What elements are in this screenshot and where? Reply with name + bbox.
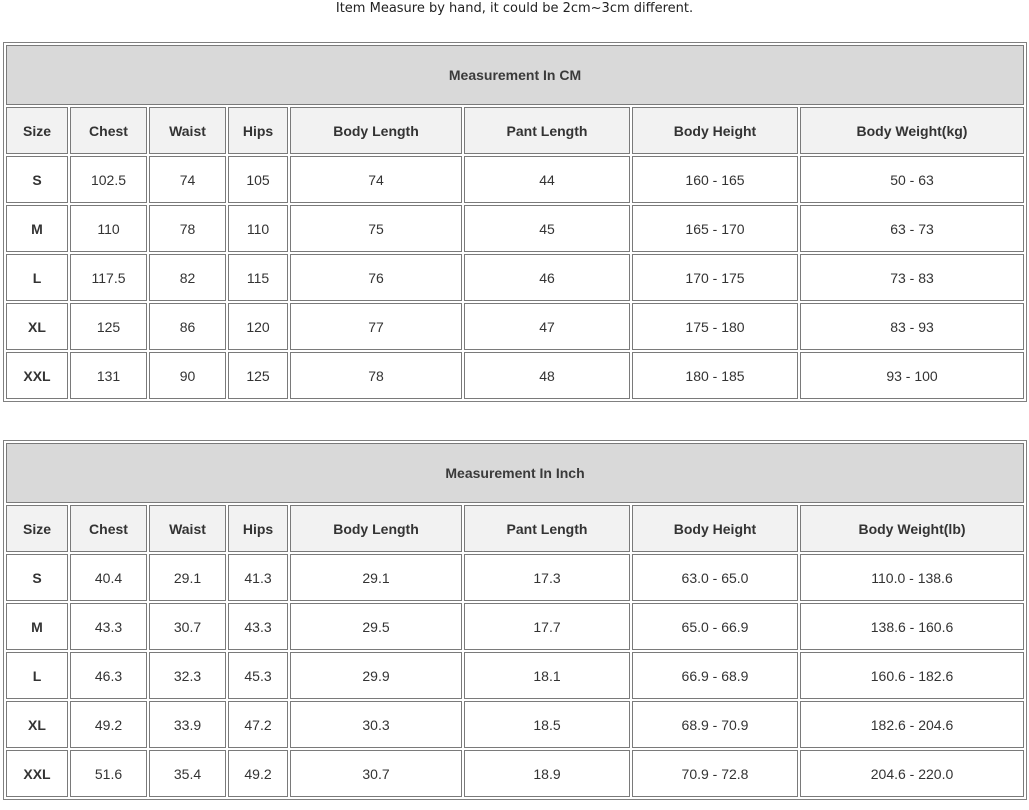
table-cell: 66.9 - 68.9 [632, 652, 798, 699]
table-cell: 45 [464, 205, 630, 252]
table-cell: 170 - 175 [632, 254, 798, 301]
column-header: Body Weight(lb) [800, 505, 1024, 552]
table-row [6, 352, 1024, 399]
table-cell: 86 [149, 303, 226, 350]
table-cell: 49.2 [70, 701, 147, 748]
size-table-cm [3, 42, 1027, 402]
table-cell: 63 - 73 [800, 205, 1024, 252]
measurement-note: Item Measure by hand, it could be 2cm~3cm different. [335, 1, 694, 16]
table-cell: 47.2 [228, 701, 288, 748]
column-header: Size [6, 505, 68, 552]
table-cell: 30.7 [149, 603, 226, 650]
table-cell: 165 - 170 [632, 205, 798, 252]
table-cell: 29.9 [290, 652, 462, 699]
table-cell: 74 [149, 156, 226, 203]
table-row [6, 554, 1024, 601]
table-cell: 78 [149, 205, 226, 252]
table-cell: 115 [228, 254, 288, 301]
size-table-inch [3, 440, 1027, 800]
size-cell: XXL [6, 750, 68, 797]
table-header-row [6, 107, 1024, 154]
table-cell: 182.6 - 204.6 [800, 701, 1024, 748]
table-cell: 65.0 - 66.9 [632, 603, 798, 650]
table-cell: 41.3 [228, 554, 288, 601]
column-header: Body Height [632, 505, 798, 552]
table-cell: 82 [149, 254, 226, 301]
table-cell: 110.0 - 138.6 [800, 554, 1024, 601]
table-cell: 93 - 100 [800, 352, 1024, 399]
size-cell: L [6, 254, 68, 301]
table-cell: 138.6 - 160.6 [800, 603, 1024, 650]
table-cell: 49.2 [228, 750, 288, 797]
table-cell: 29.1 [149, 554, 226, 601]
table-cell: 160 - 165 [632, 156, 798, 203]
column-header: Hips [228, 505, 288, 552]
table-cell: 83 - 93 [800, 303, 1024, 350]
table-row [6, 156, 1024, 203]
table-cell: 44 [464, 156, 630, 203]
table-cell: 75 [290, 205, 462, 252]
table-header-row [6, 505, 1024, 552]
column-header: Pant Length [464, 107, 630, 154]
table-cell: 18.9 [464, 750, 630, 797]
table-cell: 76 [290, 254, 462, 301]
column-header: Size [6, 107, 68, 154]
column-header: Pant Length [464, 505, 630, 552]
table-row [6, 652, 1024, 699]
table-cell: 46 [464, 254, 630, 301]
table-cell: 102.5 [70, 156, 147, 203]
size-cell: L [6, 652, 68, 699]
column-header: Chest [70, 505, 147, 552]
table-cell: 29.1 [290, 554, 462, 601]
column-header: Waist [149, 107, 226, 154]
table-cell: 29.5 [290, 603, 462, 650]
column-header: Body Height [632, 107, 798, 154]
size-cell: S [6, 156, 68, 203]
table-row [6, 750, 1024, 797]
table-cell: 78 [290, 352, 462, 399]
size-cell: XL [6, 303, 68, 350]
table-cell: 77 [290, 303, 462, 350]
table-cell: 70.9 - 72.8 [632, 750, 798, 797]
size-cell: XL [6, 701, 68, 748]
table-cell: 90 [149, 352, 226, 399]
table-cell: 73 - 83 [800, 254, 1024, 301]
table-cell: 204.6 - 220.0 [800, 750, 1024, 797]
table-cell: 160.6 - 182.6 [800, 652, 1024, 699]
table-cell: 43.3 [228, 603, 288, 650]
table-cell: 33.9 [149, 701, 226, 748]
table-cell: 110 [228, 205, 288, 252]
table-cell: 125 [70, 303, 147, 350]
table-cell: 125 [228, 352, 288, 399]
table-cell: 105 [228, 156, 288, 203]
table-cell: 30.7 [290, 750, 462, 797]
table-cell: 63.0 - 65.0 [632, 554, 798, 601]
table-row [6, 303, 1024, 350]
table-cell: 50 - 63 [800, 156, 1024, 203]
column-header: Body Weight(kg) [800, 107, 1024, 154]
table-cell: 175 - 180 [632, 303, 798, 350]
column-header: Body Length [290, 107, 462, 154]
column-header: Waist [149, 505, 226, 552]
table-cell: 48 [464, 352, 630, 399]
table-cell: 30.3 [290, 701, 462, 748]
table-cell: 17.3 [464, 554, 630, 601]
table-cell: 51.6 [70, 750, 147, 797]
size-cell: XXL [6, 352, 68, 399]
column-header: Hips [228, 107, 288, 154]
table-cell: 68.9 - 70.9 [632, 701, 798, 748]
table-row [6, 205, 1024, 252]
table-cell: 131 [70, 352, 147, 399]
size-cell: M [6, 205, 68, 252]
table-title: Measurement In Inch [6, 443, 1024, 503]
table-cell: 110 [70, 205, 147, 252]
table-cell: 46.3 [70, 652, 147, 699]
table-cell: 32.3 [149, 652, 226, 699]
table-cell: 47 [464, 303, 630, 350]
size-cell: S [6, 554, 68, 601]
table-cell: 18.5 [464, 701, 630, 748]
table-cell: 180 - 185 [632, 352, 798, 399]
table-row [6, 254, 1024, 301]
table-cell: 17.7 [464, 603, 630, 650]
table-title: Measurement In CM [6, 45, 1024, 105]
column-header: Body Length [290, 505, 462, 552]
table-cell: 40.4 [70, 554, 147, 601]
table-cell: 35.4 [149, 750, 226, 797]
table-cell: 74 [290, 156, 462, 203]
table-cell: 117.5 [70, 254, 147, 301]
table-cell: 120 [228, 303, 288, 350]
table-cell: 18.1 [464, 652, 630, 699]
column-header: Chest [70, 107, 147, 154]
table-cell: 45.3 [228, 652, 288, 699]
table-cell: 43.3 [70, 603, 147, 650]
table-row [6, 701, 1024, 748]
table-row [6, 603, 1024, 650]
size-cell: M [6, 603, 68, 650]
